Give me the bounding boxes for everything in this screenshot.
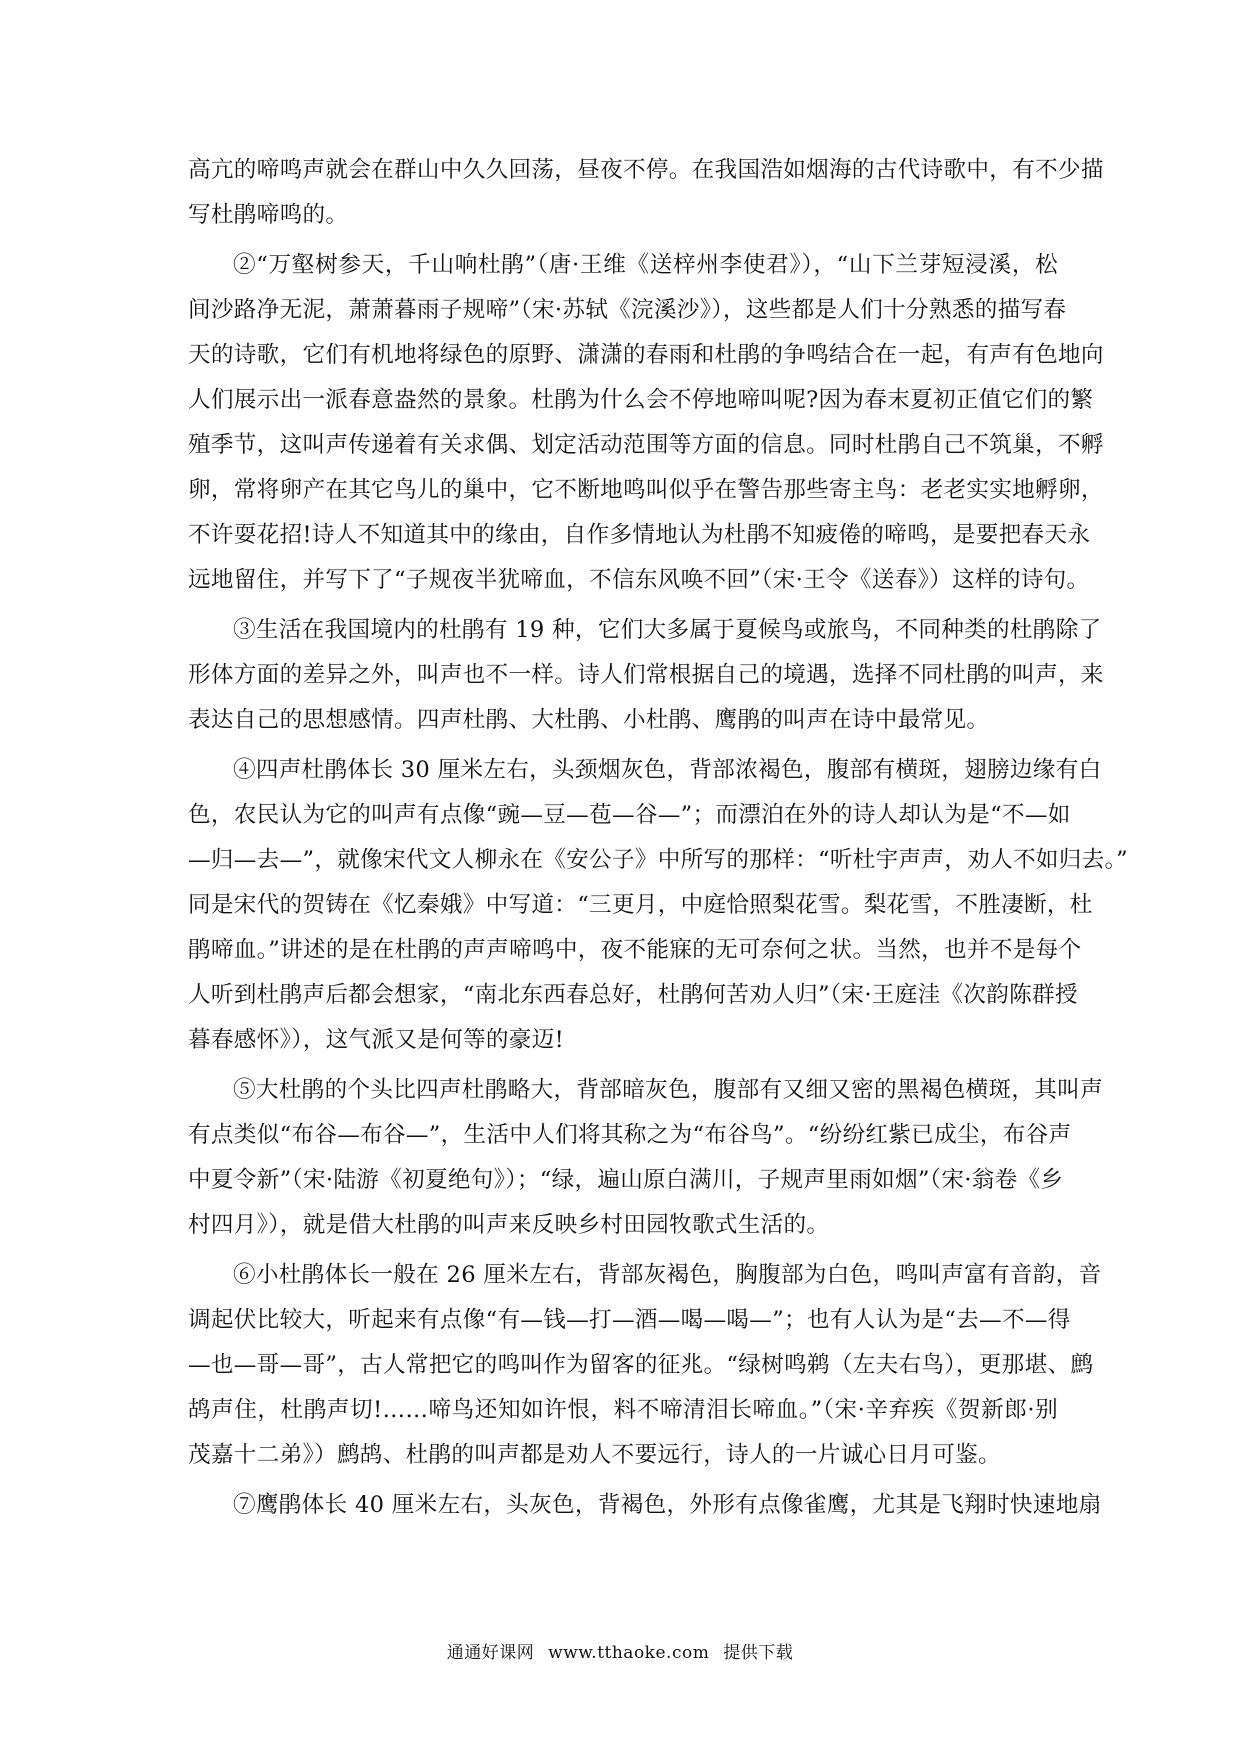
text-line: 写杜鹃啼鸣的。 <box>188 202 349 228</box>
text-line: 人听到杜鹃声后都会想家，“南北东西春总好，杜鹃何苦劝人归”（宋·王庭洼《次韵陈群授 <box>188 982 1078 1008</box>
text-line: 茂嘉十二弟》）鹧鸪、杜鹃的叫声都是劝人不要远行，诗人的一片诚心日月可鉴。 <box>188 1442 1001 1468</box>
text-line: 表达自己的思想感情。四声杜鹃、大杜鹃、小杜鹃、鹰鹃的叫声在诗中最常见。 <box>188 707 990 733</box>
text-line: 殖季节，这叫声传递着有关求偶、划定活动范围等方面的信息。同时杜鹃自己不筑巢，不孵 <box>188 432 1104 458</box>
text-line: ⑤大杜鹃的个头比四声杜鹃略大，背部暗灰色，腹部有又细又密的黑褐色横斑，其叫声 <box>233 1077 1103 1103</box>
text-line: 调起伏比较大，听起来有点像“有—钱—打—酒—喝—喝—”；也有人认为是“去—不—得 <box>188 1307 1071 1333</box>
page-footer <box>0 1638 1240 1663</box>
text-line: —也—哥—哥”，古人常把它的鸣叫作为留客的征兆。“绿树鸣鹈（左夫右鸟），更那堪、鹧 <box>188 1352 1094 1378</box>
text-line: 形体方面的差异之外，叫声也不一样。诗人们常根据自己的境遇，选择不同杜鹃的叫声，来 <box>188 662 1104 688</box>
footer-site-name: 通通好课网 <box>446 1643 535 1663</box>
paragraph <box>188 1253 1102 1478</box>
text-line: 色，农民认为它的叫声有点像“豌—豆—苞—谷—”；而漂泊在外的诗人却认为是“不—如 <box>188 802 1071 828</box>
text-line: 同是宋代的贺铸在《忆秦娥》中写道：“三更月，中庭恰照梨花雪。梨花雪，不胜凄断，杜 <box>188 892 1093 918</box>
text-line: 天的诗歌，它们有机地将绿色的原野、潇潇的春雨和杜鹃的争鸣结合在一起，有声有色地向 <box>188 342 1104 368</box>
footer-url[interactable]: www.tthaoke.com <box>548 1643 710 1663</box>
text-line: 暮春感怀》），这气派又是何等的豪迈! <box>188 1027 564 1053</box>
text-line: 鸪声住，杜鹃声切!……啼鸟还知如许恨，料不啼清泪长啼血。”（宋·辛弃疾《贺新郎·别 <box>188 1397 1058 1423</box>
paragraph <box>188 608 1104 743</box>
paragraph <box>188 243 1104 603</box>
footer-suffix: 提供下载 <box>723 1643 794 1663</box>
text-line: 卵，常将卵产在其它鸟儿的巢中，它不断地鸣叫似乎在警告那些寄主鸟：老老实实地孵卵， <box>188 477 1104 503</box>
text-line: 高亢的啼鸣声就会在群山中久久回荡，昼夜不停。在我国浩如烟海的古代诗歌中，有不少描 <box>188 157 1104 183</box>
text-line: ②“万壑树参天，千山响杜鹃”（唐·王维《送梓州李使君》），“山下兰芽短浸溪，松 <box>233 252 1058 278</box>
text-line: 人们展示出一派春意盎然的景象。杜鹃为什么会不停地啼叫呢?因为春末夏初正值它们的繁 <box>188 387 1094 413</box>
text-line: ③生活在我国境内的杜鹃有 19 种，它们大多属于夏候鸟或旅鸟，不同种类的杜鹃除了 <box>233 617 1102 643</box>
article-body <box>188 148 1129 1533</box>
paragraph <box>188 148 1104 238</box>
text-line: —归—去—”，就像宋代文人柳永在《安公子》中所写的那样：“听杜宇声声，劝人不如归去。” <box>188 847 1129 873</box>
text-line: 鹃啼血。”讲述的是在杜鹃的声声啼鸣中，夜不能寐的无可奈何之状。当然，也并不是每个 <box>188 937 1082 963</box>
text-line: 中夏令新”（宋·陆游《初夏绝句》）；“绿，遍山原白满川，子规声里雨如烟”（宋·翁卷《乡 <box>188 1167 1064 1193</box>
text-line: ⑥小杜鹃体长一般在 26 厘米左右，背部灰褐色，胸腹部为白色，鸣叫声富有音韵，音 <box>233 1262 1102 1288</box>
text-line: ⑦鹰鹃体长 40 厘米左右，头灰色，背褐色，外形有点像雀鹰，尤其是飞翔时快速地扇 <box>233 1492 1102 1518</box>
text-line: 有点类似“布谷—布谷—”，生活中人们将其称之为“布谷鸟”。“纷纷红紫已成尘，布谷声 <box>188 1122 1072 1148</box>
text-line: 远地留住，并写下了“子规夜半犹啼血，不信东风唤不回”（宋·王令《送春》）这样的诗句。 <box>188 567 1090 593</box>
text-line: ④四声杜鹃体长 30 厘米左右，头颈烟灰色，背部浓褐色，腹部有横斑，翅膀边缘有白 <box>233 757 1102 783</box>
text-line: 间沙路净无泥，萧萧暮雨子规啼”（宋·苏轼《浣溪沙》），这些都是人们十分熟悉的描写春 <box>188 297 1067 323</box>
paragraph <box>188 1483 1102 1528</box>
text-line: 不许耍花招!诗人不知道其中的缘由，自作多情地认为杜鹃不知疲倦的啼鸣，是要把春天永 <box>188 522 1091 548</box>
paragraph <box>188 1068 1103 1248</box>
text-line: 村四月》），就是借大杜鹃的叫声来反映乡村田园牧歌式生活的。 <box>188 1212 830 1238</box>
paragraph <box>188 748 1129 1063</box>
